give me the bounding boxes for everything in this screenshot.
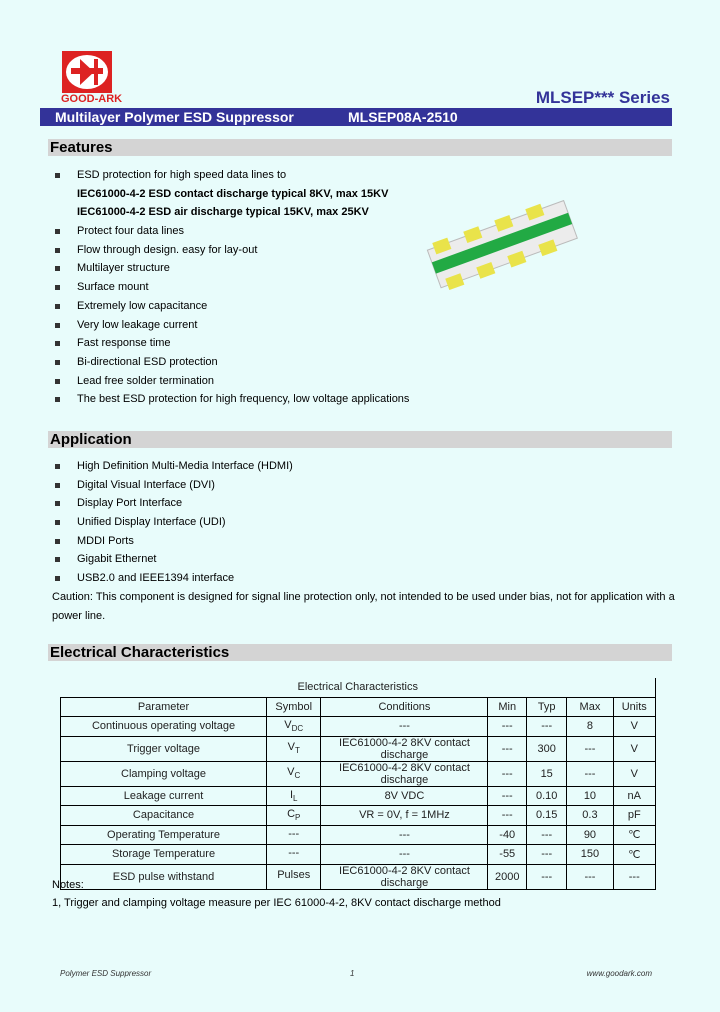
feature-text: Surface mount <box>77 281 149 294</box>
caution-text-cont: power line. <box>52 610 106 622</box>
feature-item <box>55 390 409 409</box>
table-row <box>61 845 656 865</box>
application-item <box>55 513 293 532</box>
diode-logo-icon <box>62 51 112 93</box>
column-header: Typ <box>527 697 567 717</box>
cell-symbol <box>267 786 321 806</box>
cell-typ: --- <box>527 845 567 865</box>
feature-item <box>55 278 409 297</box>
feature-item <box>55 203 409 222</box>
features-list <box>55 166 409 409</box>
feature-item <box>55 166 409 185</box>
column-header: Symbol <box>267 697 321 717</box>
feature-item <box>55 185 409 204</box>
application-list <box>55 457 293 588</box>
feature-item <box>55 353 409 372</box>
table-row <box>61 864 656 889</box>
cell-units: nA <box>613 786 655 806</box>
application-item <box>55 457 293 476</box>
bullet-icon <box>55 501 60 506</box>
cell-units: pF <box>613 806 655 826</box>
bullet-icon <box>55 539 60 544</box>
product-chip-image <box>415 200 585 290</box>
bullet-icon <box>55 464 60 469</box>
cell-max: --- <box>567 761 613 786</box>
feature-item <box>55 372 409 391</box>
cell-conditions: --- <box>321 825 488 845</box>
cell-min: --- <box>488 806 527 826</box>
cell-units: V <box>613 736 655 761</box>
cell-parameter: Leakage current <box>61 786 267 806</box>
symbol-main: V <box>287 741 295 754</box>
feature-item <box>55 259 409 278</box>
feature-item <box>55 222 409 241</box>
cell-parameter: Capacitance <box>61 806 267 826</box>
table-row <box>61 717 656 737</box>
feature-text: Bi-directional ESD protection <box>77 355 218 368</box>
bullet-icon <box>55 304 60 309</box>
cell-symbol <box>267 736 321 761</box>
symbol-subscript: L <box>293 793 298 803</box>
feature-item <box>55 316 409 335</box>
cell-conditions: IEC61000-4-2 8KV contact discharge <box>321 864 488 889</box>
bullet-icon <box>55 323 60 328</box>
symbol-main: I <box>289 788 294 801</box>
table-row <box>61 736 656 761</box>
cell-parameter: Trigger voltage <box>61 736 267 761</box>
cell-conditions: --- <box>321 845 488 865</box>
cell-units: V <box>613 761 655 786</box>
table-header-row <box>61 697 656 717</box>
symbol-subscript: C <box>294 771 301 781</box>
bullet-icon <box>55 248 60 253</box>
electrical-heading: Electrical Characteristics <box>48 644 672 661</box>
symbol-main: V <box>287 766 295 779</box>
cell-conditions: IEC61000-4-2 8KV contact discharge <box>321 761 488 786</box>
bullet-icon <box>55 557 60 562</box>
application-text: MDDI Ports <box>77 534 134 547</box>
cell-typ: 300 <box>527 736 567 761</box>
symbol-subscript: P <box>295 813 301 823</box>
application-text: Gigabit Ethernet <box>77 553 157 566</box>
table-row <box>61 786 656 806</box>
symbol-subscript: T <box>294 746 300 756</box>
cell-min: --- <box>488 761 527 786</box>
cell-max: 150 <box>567 845 613 865</box>
column-header: Max <box>567 697 613 717</box>
table-title: Electrical Characteristics <box>61 678 656 697</box>
bullet-icon <box>55 397 60 402</box>
cell-typ: --- <box>527 825 567 845</box>
feature-text: ESD protection for high speed data lines to <box>77 169 287 181</box>
electrical-table <box>60 678 656 890</box>
cell-max: 90 <box>567 825 613 845</box>
bullet-icon <box>55 173 60 178</box>
application-text: Digital Visual Interface (DVI) <box>77 478 215 491</box>
bullet-icon <box>55 229 60 234</box>
feature-text: The best ESD protection for high frequency, low voltage applications <box>77 393 410 406</box>
title-bar <box>40 108 672 126</box>
cell-symbol <box>267 825 321 845</box>
table-row <box>61 761 656 786</box>
feature-text: Lead free solder termination <box>77 374 214 387</box>
cell-typ: 0.10 <box>527 786 567 806</box>
footer-page: 1 <box>350 969 355 978</box>
features-heading: Features <box>48 139 672 156</box>
bullet-icon <box>55 360 60 365</box>
application-heading: Application <box>48 431 672 448</box>
feature-text: Fast response time <box>77 337 171 350</box>
cell-max: 8 <box>567 717 613 737</box>
bullet-icon <box>55 285 60 290</box>
bullet-icon <box>55 341 60 346</box>
cell-min: -40 <box>488 825 527 845</box>
application-item <box>55 532 293 551</box>
symbol-main: Pulses <box>277 869 311 882</box>
application-text: Unified Display Interface (UDI) <box>77 516 226 529</box>
cell-symbol <box>267 761 321 786</box>
cell-units: ℃ <box>613 845 655 865</box>
series-title: MLSEP*** Series <box>535 88 670 107</box>
application-item <box>55 494 293 513</box>
cell-conditions: IEC61000-4-2 8KV contact discharge <box>321 736 488 761</box>
cell-parameter: Operating Temperature <box>61 825 267 845</box>
feature-item <box>55 241 409 260</box>
cell-symbol <box>267 864 321 889</box>
symbol-main: --- <box>288 847 300 860</box>
feature-text: IEC61000-4-2 ESD air discharge typical 15KV, max 25KV <box>77 206 369 219</box>
cell-parameter: ESD pulse withstand <box>61 864 267 889</box>
application-item <box>55 569 293 588</box>
part-number: MLSEP08A-2510 <box>348 109 458 125</box>
cell-max: --- <box>567 736 613 761</box>
feature-text: Extremely low capacitance <box>77 299 208 312</box>
table-row <box>61 825 656 845</box>
logo <box>62 51 112 93</box>
product-name: Multilayer Polymer ESD Suppressor <box>55 109 294 125</box>
bullet-icon <box>55 266 60 271</box>
cell-typ: --- <box>527 864 567 889</box>
application-text: Display Port Interface <box>77 497 183 510</box>
feature-text: Multilayer structure <box>77 262 170 275</box>
cell-symbol <box>267 806 321 826</box>
column-header: Parameter <box>61 697 267 717</box>
cell-typ: 15 <box>527 761 567 786</box>
cell-max: --- <box>567 864 613 889</box>
symbol-main: V <box>284 719 292 732</box>
bullet-icon <box>55 520 60 525</box>
symbol-main: --- <box>288 827 300 840</box>
cell-min: --- <box>488 786 527 806</box>
symbol-subscript: DC <box>291 724 304 734</box>
cell-conditions: VR = 0V, f = 1MHz <box>321 806 488 826</box>
cell-parameter: Storage Temperature <box>61 845 267 865</box>
feature-text: Very low leakage current <box>77 318 198 331</box>
application-item <box>55 476 293 495</box>
cell-max: 10 <box>567 786 613 806</box>
table-row <box>61 806 656 826</box>
column-header: Units <box>613 697 655 717</box>
cell-units: V <box>613 717 655 737</box>
feature-item <box>55 334 409 353</box>
footer-left: Polymer ESD Suppressor <box>60 969 152 978</box>
cell-parameter: Continuous operating voltage <box>61 717 267 737</box>
caution-text: Caution: This component is designed for signal line protection only, not intended to be used under bias, not for application with a <box>52 591 675 603</box>
bullet-icon <box>55 483 60 488</box>
cell-typ: 0.15 <box>527 806 567 826</box>
cell-min: 2000 <box>488 864 527 889</box>
cell-symbol <box>267 845 321 865</box>
cell-min: --- <box>488 736 527 761</box>
cell-parameter: Clamping voltage <box>61 761 267 786</box>
bullet-icon <box>55 576 60 581</box>
cell-typ: --- <box>527 717 567 737</box>
cell-conditions: --- <box>321 717 488 737</box>
column-header: Conditions <box>321 697 488 717</box>
application-text: USB2.0 and IEEE1394 interface <box>77 572 235 585</box>
footer-url: www.goodark.com <box>586 969 652 978</box>
notes-title: Notes: <box>52 879 84 891</box>
bullet-icon <box>55 379 60 384</box>
cell-conditions: 8V VDC <box>321 786 488 806</box>
feature-item <box>55 297 409 316</box>
note-1: 1, Trigger and clamping voltage measure per IEC 61000-4-2, 8KV contact discharge method <box>52 897 501 909</box>
feature-text: Flow through design. easy for lay-out <box>77 243 258 256</box>
feature-text: IEC61000-4-2 ESD contact discharge typical 8KV, max 15KV <box>77 187 389 200</box>
application-item <box>55 550 293 569</box>
cell-max: 0.3 <box>567 806 613 826</box>
feature-text: Protect four data lines <box>77 225 185 238</box>
cell-symbol <box>267 717 321 737</box>
brand-name: GOOD-ARK <box>61 93 123 105</box>
cell-min: --- <box>488 717 527 737</box>
cell-min: -55 <box>488 845 527 865</box>
symbol-main: C <box>287 808 296 821</box>
cell-units: ℃ <box>613 825 655 845</box>
application-text: High Definition Multi-Media Interface (HDMI) <box>77 460 293 472</box>
column-header: Min <box>488 697 527 717</box>
cell-units: --- <box>613 864 655 889</box>
